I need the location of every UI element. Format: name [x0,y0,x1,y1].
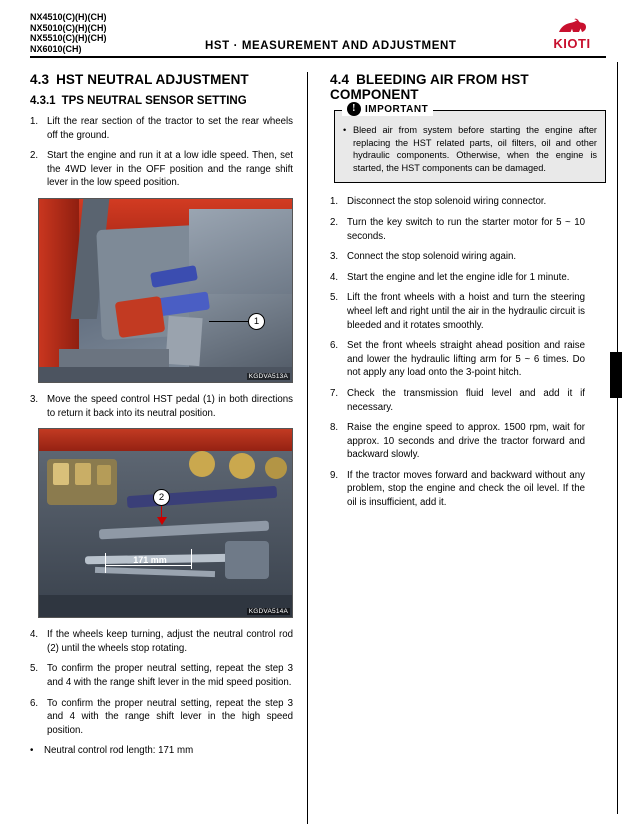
subsection-heading-4-3-1 [30,95,293,107]
step-text: To confirm the proper neutral setting, repeat the step 3 and 4 with the range shift lever in the high speed position. [47,697,293,736]
step-number: 2. [30,150,39,162]
step-number: 5. [30,663,39,675]
figure-code: KGDVA513A [248,372,288,380]
step-text: Lift the rear section of the tractor to set the rear wheels off the ground. [47,116,293,141]
step-number: 8. [330,422,339,434]
step-number: 9. [330,469,339,481]
chapter-thumb-tab [610,352,622,398]
figure-neutral-control-rod [38,428,293,618]
section-title: BLEEDING AIR FROM HST COMPONENT [330,72,529,102]
section-number: 4.4 [330,72,350,87]
left-column [30,72,307,824]
step-text: Start the engine and run it at a low idle speed. Then, set the 4WD lever in the OFF position and the range shift lever in the low speed position. [47,150,293,189]
step-number: 1. [330,196,339,208]
bullet-marker: • [343,125,347,135]
note-text: Neutral control rod length: 171 mm [44,745,194,757]
step-item [30,115,293,142]
figure-code: KGDVA514A [248,608,288,616]
step-item [30,662,293,689]
step-item [30,697,293,738]
kioti-bull-icon [542,18,602,35]
subsection-number: 4.3.1 [30,95,56,107]
step-number: 6. [30,697,39,709]
dimension-text: 171 mm [133,555,167,566]
step-text: Connect the stop solenoid wiring again. [347,251,517,263]
step-text: Disconnect the stop solenoid wiring connector. [347,196,547,208]
step-text: To confirm the proper neutral setting, repeat the step 3 and 4 with the range shift lever in the mid speed position. [47,663,293,688]
step-number: 6. [330,340,339,352]
step-number: 7. [330,387,339,399]
step-text: If the wheels keep turning, adjust the neutral control rod (2) until the wheels stop rotating. [47,629,293,654]
model-line-1: NX4510(C)(H)(CH) [30,12,107,22]
brand-logo [542,18,602,53]
important-label: IMPORTANT [365,103,429,115]
step-item [30,149,293,190]
page-body [30,72,606,824]
step-item [330,271,585,285]
step-number: 3. [30,393,39,405]
step-number: 2. [330,216,339,228]
step-number: 5. [330,292,339,304]
step-item [330,421,585,462]
note-bullet [30,744,293,758]
step-text: Lift the front wheels with a hoist and turn the steering wheel left and right until the air in the hydraulic circuit is bleeded and it rotates smoothly. [347,292,585,331]
step-item [330,250,585,264]
subsection-title: TPS NEUTRAL SENSOR SETTING [61,95,247,107]
page-title: HST · MEASUREMENT AND ADJUSTMENT [205,40,457,52]
step-number: 3. [330,251,339,263]
model-line-2: NX5010(C)(H)(CH) [30,22,107,33]
step-item [330,387,585,414]
step-text: Set the front wheels straight ahead position and raise and lower the hydraulic lifting arm for 5 ~ 6 times. Do not apply any load onto the 3-point hitch. [347,340,585,379]
step-text: Move the speed control HST pedal (1) in both directions to return it back into its neutral position. [47,393,293,419]
step-text: If the tractor moves forward and backward without any problem, stop the engine and check the oil level. If the oil is insufficient, add it. [347,469,585,509]
step-item [330,195,585,209]
figure-callout-1: 1 [248,313,265,330]
important-callout [334,103,606,183]
step-item [30,628,293,655]
step-number: 4. [330,271,339,283]
step-item [30,393,293,420]
step-item [330,216,585,243]
page-header [30,10,606,58]
figure-callout-2: 2 [153,489,170,506]
important-body [334,110,606,183]
model-list [30,12,107,54]
step-item [330,469,585,510]
exclamation-icon: ! [347,102,361,116]
step-number: 1. [30,116,39,127]
step-number: 4. [30,629,39,641]
important-header [342,102,433,116]
step-text: Check the transmission fluid level and add it if necessary. [347,387,585,413]
section-title: HST NEUTRAL ADJUSTMENT [56,72,249,87]
brand-name: KIOTI [553,36,591,51]
section-number: 4.3 [30,72,50,87]
step-item [330,339,585,380]
figure-dimension-label [115,553,185,567]
section-heading-4-3 [30,72,293,87]
step-text: Turn the key switch to run the starter motor for 5 ~ 10 seconds. [347,216,585,242]
step-item [330,291,585,332]
figure-hst-pedal [38,198,293,383]
page-edge-rule [617,62,618,814]
model-line-3: NX5510(C)(H)(CH) [30,33,107,43]
step-text: Start the engine and let the engine idle for 1 minute. [347,271,570,283]
model-line-4: NX6010(CH) [30,43,82,54]
section-heading-4-4 [330,72,585,102]
bullet-marker: • [30,745,34,757]
important-text: Bleed air from system before starting the engine after replacing the HST related parts, oil filters, oil and other hydraulic components. Otherwise, when the engine is started, the HST components can be damaged. [353,125,597,173]
right-column [308,72,597,824]
step-text: Raise the engine speed to approx. 1500 rpm, wait for approx. 10 seconds and drive the tractor forward and backward slowly. [347,422,585,461]
